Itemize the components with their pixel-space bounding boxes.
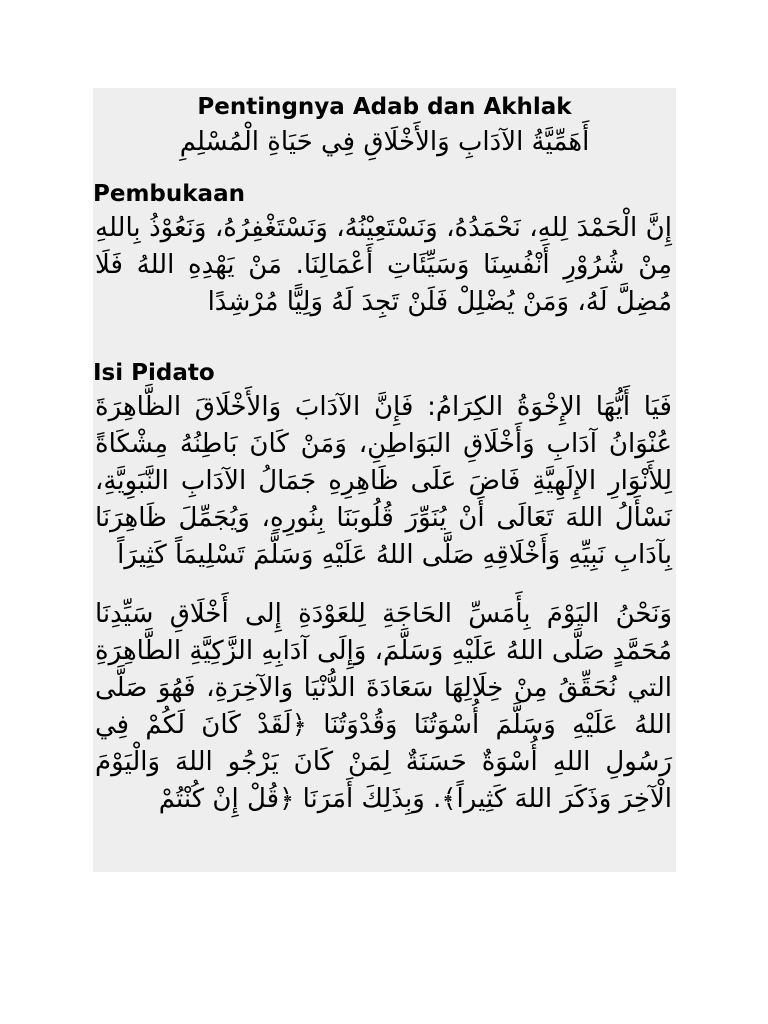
body-paragraph-2: وَنَحْنُ اليَوْمَ بِأَمَسِّ الحَاجَةِ لِلعَوْدَةِ إِلى أَخْلَاقِ سَيِّدِنَا مُحَمَّدٍ صَلَّى اللهُ عَلَيْهِ وَسَلَّمَ، وَإِلَى آدَابِهِ الزَّكِيَّةِ الطَّاهِرَةِ التي نُحَقِّقُ مِنْ خِلَالِهَا سَعَادَةَ الدُّنْيَا وَالآخِرَةِ، فَهُوَ صَلَّى اللهُ عَلَيْهِ وَسَلَّمَ أُسْوَتُنَا وَقُدْوَتُنَا ﴿لَقَدْ كَانَ لَكُمْ فِي رَسُولِ اللهِ أُسْوَةٌ حَسَنَةٌ لِمَنْ كَانَ يَرْجُو اللهَ وَالْيَوْمَ الْآخِرَ وَذَكَرَ اللهَ كَثِيراً﴾. وَبِذَلِكَ أَمَرَنَا ﴿قُلْ إِنْ كُنْتُمْ — [95, 599, 672, 814]
opening-paragraph: إِنَّ الْحَمْدَ لِلهِ، نَحْمَدُهُ، وَنَسْتَعِيْنُهُ، وَنَسْتَغْفِرُهُ، وَنَعُوْذُ بِاللهِ مِنْ شُرُوْرِ أَنْفُسِنَا وَسَيِّئَاتِ أَعْمَالِنَا. مَنْ يَهْدِهِ اللهُ فَلَا مُضِلَّ لَهُ، وَمَنْ يُضْلِلْ فَلَنْ تَجِدَ لَهُ وَلِيًّا مُرْشِدًا — [95, 213, 672, 317]
document-page — [93, 88, 676, 872]
body-paragraph-1: فَيَا أَيُّهَا الإِخْوَةُ الكِرَامُ: فَإِنَّ الآدَابَ وَالأَخْلَاقَ الظَّاهِرَةَ عُنْوَانُ آدَابِ وَأَخْلَاقِ البَوَاطِنِ، وَمَنْ كَانَ بَاطِنُهُ مِشْكَاةً لِلأَنْوَارِ الإِلَهِيَّةِ فَاضَ عَلَى ظَاهِرِهِ جَمَالُ الآدَابِ النَّبَوِيَّةِ، نَسْأَلُ اللهَ تَعَالَى أَنْ يُنَوِّرَ قُلُوبَنَا بِنُورِهِ، وَيُجَمِّلَ ظَاهِرَنَا بِآدَابِ نَبِيِّهِ وَأَخْلَاقِهِ صَلَّى اللهُ عَلَيْهِ وَسَلَّمَ تَسْلِيمَاً كَثِيرَاً — [95, 392, 672, 570]
section-heading-opening: Pembukaan — [93, 181, 245, 207]
section-heading-body: Isi Pidato — [93, 360, 215, 386]
document-title-arabic: أَهَمِّيَّةُ الآدَابِ وَالأَخْلَاقِ فِي حَيَاةِ الْمُسْلِمِ — [179, 127, 590, 157]
document-title: Pentingnya Adab dan Akhlak — [197, 94, 572, 120]
